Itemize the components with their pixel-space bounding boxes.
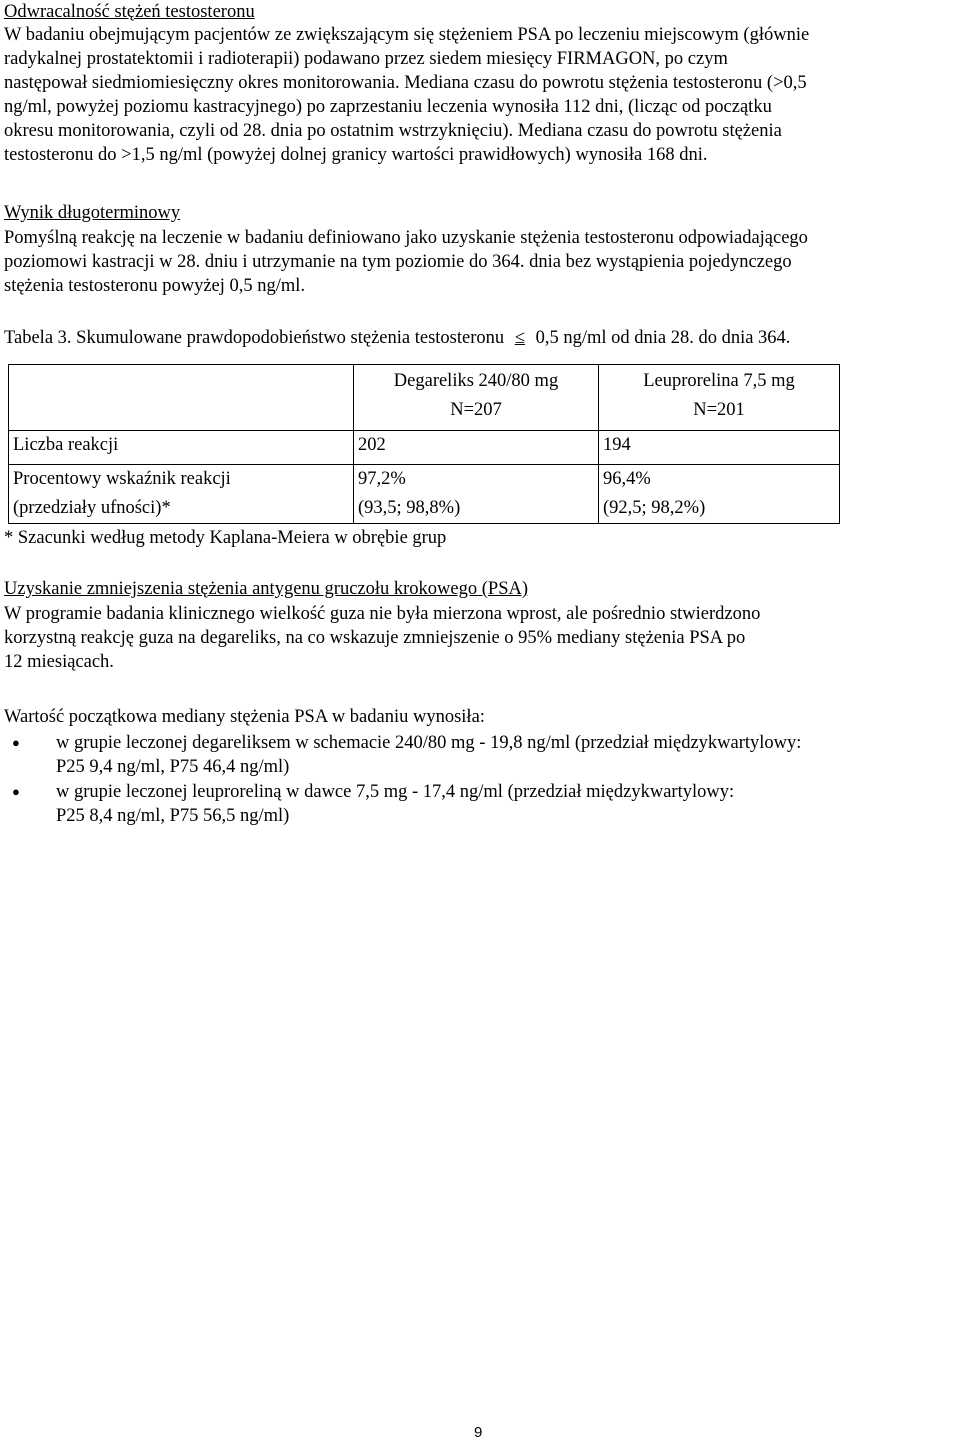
table-caption-symbol: ≤ (514, 328, 525, 348)
section-heading-reversibility: Odwracalność stężeń testosteronu (4, 2, 255, 22)
paragraph-line: poziomowi kastracji w 28. dniu i utrzymanie na tym poziomie do 364. dnia bez wystąpienia pojedynczego (4, 252, 792, 272)
bullet-icon: ● (12, 784, 20, 799)
table-header-degarelix (354, 365, 599, 431)
paragraph-line: następował siedmiomiesięczny okres monitorowania. Mediana czasu do powrotu stężenia testosteronu (>0,5 (4, 73, 807, 93)
table-footnote: * Szacunki według metody Kaplana-Meiera w obrębie grup (4, 528, 447, 548)
row-value-leuprorelin-cell (599, 465, 840, 524)
section-heading-psa: Uzyskanie zmniejszenia stężenia antygenu gruczołu krokowego (PSA) (4, 579, 528, 599)
bullet-item-line: w grupie leczonej leuproreliną w dawce 7,5 mg - 17,4 ng/ml (przedział międzykwartylowy: (56, 782, 735, 802)
table-row (9, 465, 840, 524)
col-leuprorelin-name: Leuprorelina 7,5 mg (643, 371, 795, 391)
row-value-degarelix: 97,2% (358, 469, 406, 489)
table-caption-prefix: Tabela 3. Skumulowane prawdopodobieństwo stężenia testosteronu (4, 328, 505, 348)
table-header-leuprorelin (599, 365, 840, 431)
table-corner-cell (9, 365, 354, 431)
section-heading-long-term: Wynik długoterminowy (4, 203, 181, 223)
bullet-item-line: P25 8,4 ng/ml, P75 56,5 ng/ml) (56, 806, 290, 826)
col-degarelix-name: Degareliks 240/80 mg (393, 371, 559, 391)
paragraph-line: okresu monitorowania, czyli od 28. dnia po ostatnim wstrzyknięciu). Mediana czasu do powrotu stężenia (4, 121, 782, 141)
row-value-leuprorelin-ci: (92,5; 98,2%) (603, 498, 706, 518)
results-table (8, 364, 840, 524)
table-caption-suffix: 0,5 ng/ml od dnia 28. do dnia 364. (535, 328, 791, 348)
row-value-leuprorelin: 194 (599, 431, 840, 465)
table-caption (4, 326, 790, 350)
row-label: Liczba reakcji (9, 431, 354, 465)
bullet-item-line: P25 9,4 ng/ml, P75 46,4 ng/ml) (56, 757, 290, 777)
paragraph-line: radykalnej prostatektomii i radioterapii) podawano przez siedem miesięcy FIRMAGON, po czym (4, 49, 728, 69)
paragraph-line: testosteronu do >1,5 ng/ml (powyżej dolnej granicy wartości prawidłowych) wynosiła 168 dni. (4, 145, 708, 165)
paragraph-line: ng/ml, powyżej poziomu kastracyjnego) po zaprzestaniu leczenia wynosiła 112 dni, (licząc od początku (4, 97, 772, 117)
row-value-degarelix-cell (354, 465, 599, 524)
col-leuprorelin-n: N=201 (693, 400, 745, 420)
col-degarelix-n: N=207 (450, 400, 502, 420)
row-value-degarelix-ci: (93,5; 98,8%) (358, 498, 461, 518)
paragraph-line: 12 miesiącach. (4, 652, 114, 672)
paragraph-line: stężenia testosteronu powyżej 0,5 ng/ml. (4, 276, 306, 296)
paragraph-line: Pomyślną reakcję na leczenie w badaniu definiowano jako uzyskanie stężenia testosteronu odpowiadającego (4, 228, 808, 248)
bullet-icon: ● (12, 735, 20, 750)
table-row (9, 431, 840, 465)
row-value-degarelix: 202 (354, 431, 599, 465)
row-label-sub: (przedziały ufności)* (13, 498, 171, 518)
paragraph-line: W badaniu obejmującym pacjentów ze zwiększającym się stężeniem PSA po leczeniu miejscowym (głównie (4, 25, 810, 45)
paragraph-line: W programie badania klinicznego wielkość guza nie była mierzona wprost, ale pośrednio stwierdzono (4, 604, 761, 624)
row-value-leuprorelin: 96,4% (603, 469, 651, 489)
baseline-psa-intro: Wartość początkowa mediany stężenia PSA w badaniu wynosiła: (4, 707, 485, 727)
row-label: Procentowy wskaźnik reakcji (13, 469, 231, 489)
paragraph-line: korzystną reakcję guza na degareliks, na co wskazuje zmniejszenie o 95% mediany stężenia PSA po (4, 628, 746, 648)
row-label-cell (9, 465, 354, 524)
page-number: 9 (474, 1424, 483, 1441)
table-header-row (9, 365, 840, 431)
bullet-item-line: w grupie leczonej degareliksem w schemacie 240/80 mg - 19,8 ng/ml (przedział międzykwartylowy: (56, 733, 802, 753)
